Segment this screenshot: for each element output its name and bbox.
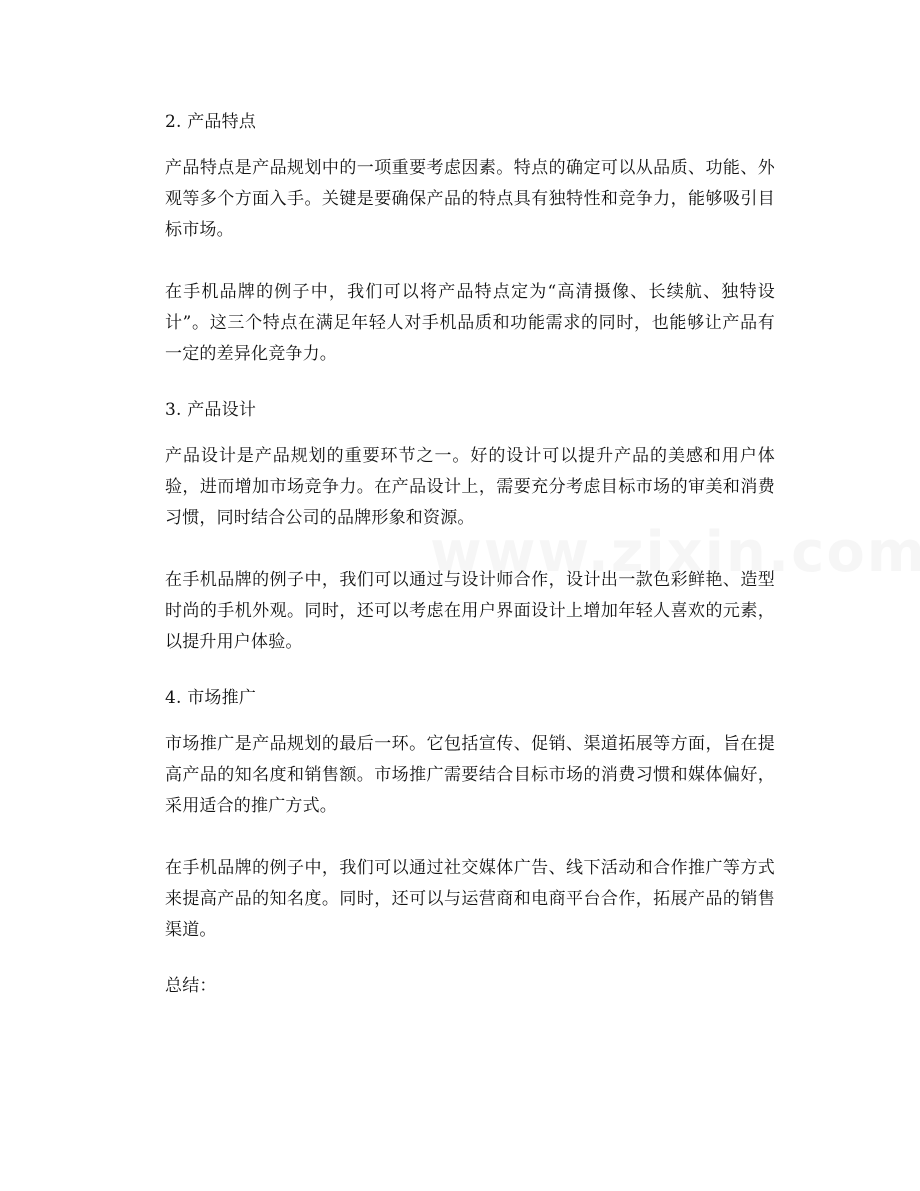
paragraph-marketing-example: 在手机品牌的例子中，我们可以通过社交媒体广告、线下活动和合作推广等方式来提高产品的知名度。同时，还可以与运营商和电商平台合作，拓展产品的销售渠道。 [165,858,775,940]
section-heading-marketing: 4. 市场推广 [165,688,257,708]
paragraph-product-features-example: 在手机品牌的例子中，我们可以将产品特点定为“高清摄像、长续航、独特设计”。这三个特点在满足年轻人对手机品质和功能需求的同时，也能够让产品有一定的差异化竞争力。 [165,282,775,364]
paragraph-marketing-intro: 市场推广是产品规划的最后一环。它包括宣传、促销、渠道拓展等方面，旨在提高产品的知名度和销售额。市场推广需要结合目标市场的消费习惯和媒体偏好，采用适合的推广方式。 [165,734,775,816]
section-heading-product-features: 2. 产品特点 [165,112,257,132]
section-heading-summary: 总结： [165,976,217,996]
section-heading-product-design: 3. 产品设计 [165,400,257,420]
paragraph-product-features-intro: 产品特点是产品规划中的一项重要考虑因素。特点的确定可以从品质、功能、外观等多个方面入手。关键是要确保产品的特点具有独特性和竞争力，能够吸引目标市场。 [165,158,775,240]
paragraph-product-design-example: 在手机品牌的例子中，我们可以通过与设计师合作，设计出一款色彩鲜艳、造型时尚的手机外观。同时，还可以考虑在用户界面设计上增加年轻人喜欢的元素，以提升用户体验。 [165,570,775,652]
paragraph-product-design-intro: 产品设计是产品规划的重要环节之一。好的设计可以提升产品的美感和用户体验，进而增加市场竞争力。在产品设计上，需要充分考虑目标市场的审美和消费习惯，同时结合公司的品牌形象和资源。 [165,446,775,528]
